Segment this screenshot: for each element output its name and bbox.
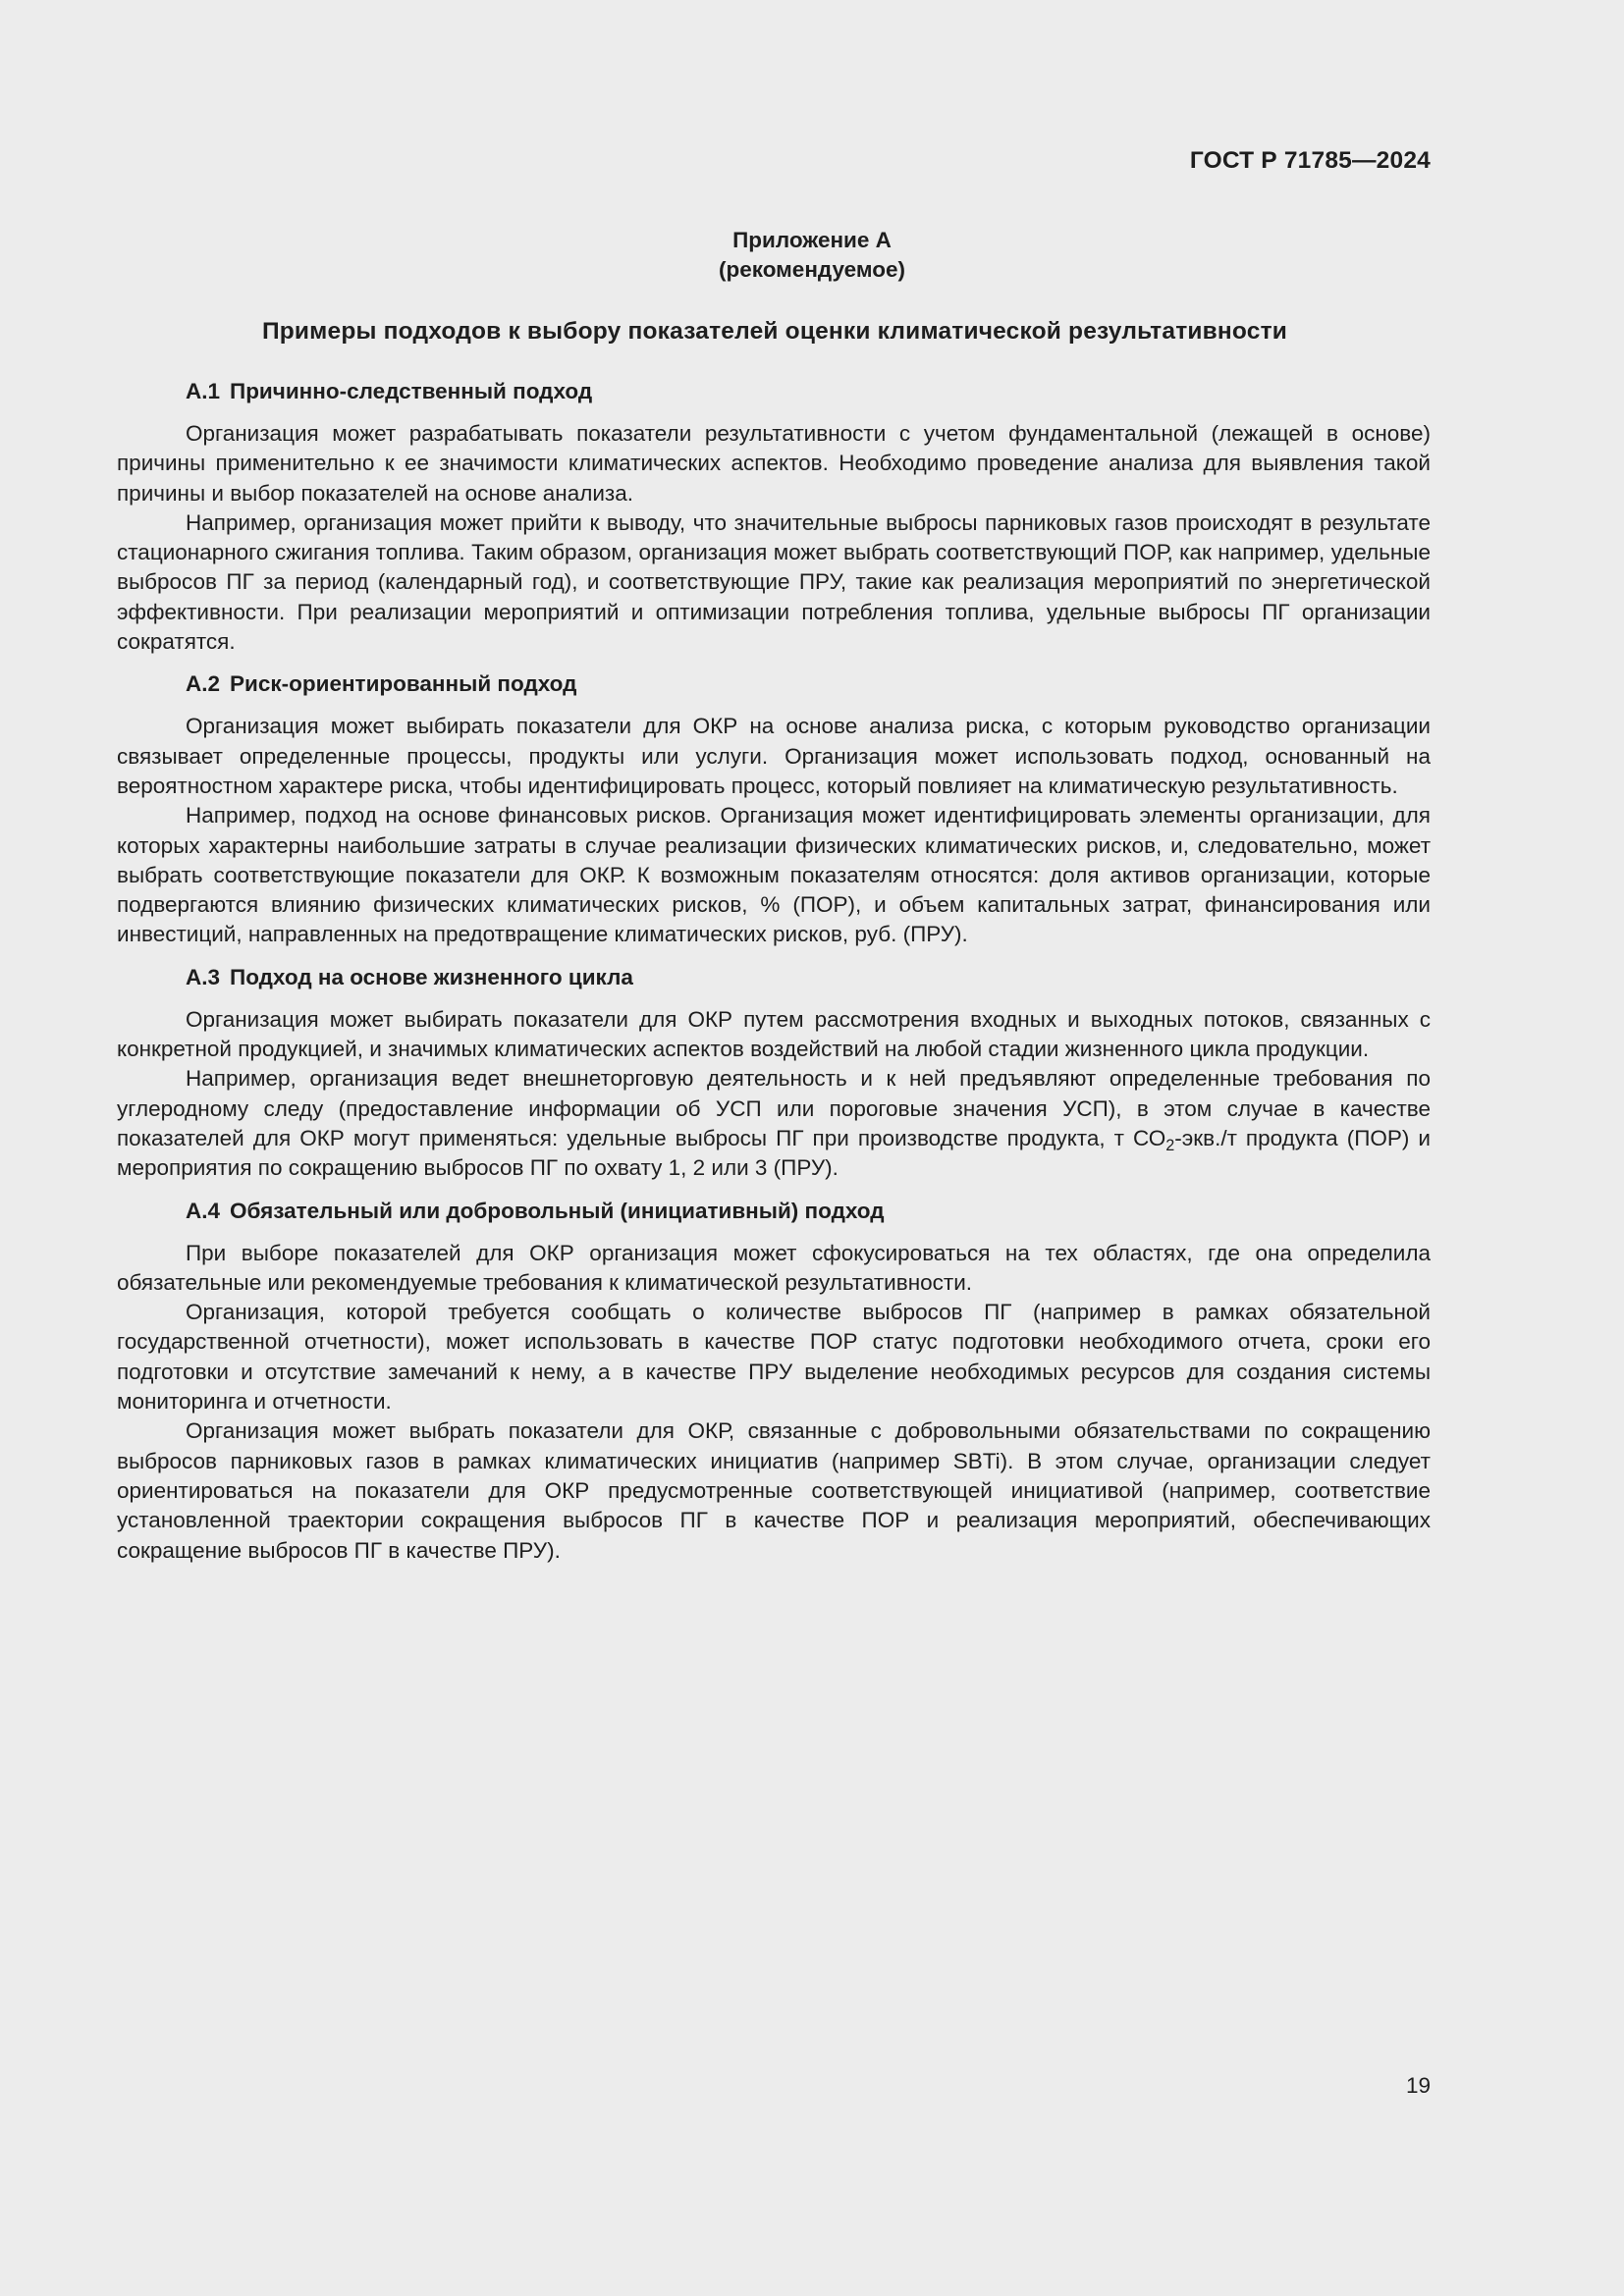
paragraph: Организация может выбирать показатели для ОКР на основе анализа риска, с которым руководство организации связывает определенные процессы, продукты или услуги. Организация может использовать подход, основанный на вероятностном характере риска, чтобы идентифицировать процесс, который повлияет на климатическую результативность. — [117, 714, 1431, 798]
appendix-heading — [0, 226, 1624, 285]
section-a1 — [117, 377, 1431, 657]
paragraph: Организация может выбрать показатели для ОКР, связанные с добровольными обязательствами по сокращению выбросов парниковых газов в рамках климатических инициатив (например SBTi). В этом случае, организации следует ориентироваться на показатели для ОКР предусмотренные соответствующей инициативой (например, соответствие установленной траектории сокращения выбросов ПГ в качестве ПОР и реализация мероприятий, обеспечивающих сокращение выбросов ПГ в качестве ПРУ). — [117, 1418, 1431, 1563]
paragraph — [117, 1064, 1431, 1183]
section-number: А.1 — [186, 379, 221, 403]
section-number: А.2 — [186, 671, 221, 697]
document-body — [117, 377, 1431, 1578]
section-title: Риск-ориентированный подход — [230, 671, 577, 697]
section-heading — [117, 963, 1431, 992]
paragraph: Например, подход на основе финансовых рисков. Организация может идентифицировать элементы организации, для которых характерны наибольшие затраты в случае реализации физических климатических рисков, и, следовательно, может выбрать соответствующие показатели для ОКР. К возможным показателям относятся: доля активов организации, которые подвергаются влиянию физических климатических рисков, % (ПОР), и объем капитальных затрат, финансирования или инвестиций, направленных на предотвращение климатических рисков, руб. (ПРУ). — [117, 803, 1431, 947]
paragraph-text-tail: -экв./т продукта (ПОР) и мероприятия по сокращению выбросов ПГ по охвату 1, 2 или 3 (ПРУ). — [117, 1125, 1431, 1181]
paragraph: Организация может разрабатывать показатели результативности с учетом фундаментальной (лежащей в основе) причины применительно к ее значимости климатических аспектов. Необходимо проведение анализа для выявления такой причины и выбор показателей на основе анализа. — [117, 421, 1431, 506]
section-heading — [117, 1197, 1431, 1226]
section-title: Обязательный или добровольный (инициативный) подход — [230, 1198, 885, 1223]
paragraph: Организация, которой требуется сообщать о количестве выбросов ПГ (например в рамках обязательной государственной отчетности), может использовать в качестве ПОР статус подготовки необходимого отчета, сроки его подготовки и отсутствие замечаний к нему, а в качестве ПРУ выделение необходимых ресурсов для создания системы мониторинга и отчетности. — [117, 1300, 1431, 1415]
section-heading — [117, 377, 1431, 406]
section-title: Подход на основе жизненного цикла — [230, 964, 633, 989]
section-heading — [117, 669, 1431, 699]
section-title: Причинно-следственный подход — [230, 379, 593, 403]
appendix-status: (рекомендуемое) — [719, 257, 905, 282]
section-number: А.3 — [186, 964, 221, 989]
page-number: 19 — [1405, 2073, 1431, 2098]
section-a3 — [117, 963, 1431, 1184]
appendix-title: Примеры подходов к выбору показателей оценки климатической результативности — [261, 318, 1288, 345]
document-id: ГОСТ Р 71785—2024 — [1189, 147, 1431, 174]
subscript: 2 — [1165, 1136, 1175, 1154]
section-number: А.4 — [186, 1198, 221, 1223]
appendix-label: Приложение А — [732, 228, 892, 252]
section-a4 — [117, 1197, 1431, 1566]
paragraph: Например, организация может прийти к выводу, что значительные выбросы парниковых газов происходят в результате стационарного сжигания топлива. Таким образом, организация может выбрать соответствующий ПОР, как например, удельные выбросов ПГ за период (календарный год), и соответствующие ПРУ, такие как реализация мероприятий по энергетической эффективности. При реализации мероприятий и оптимизации потребления топлива, удельные выбросы ПГ организации сократятся. — [117, 509, 1431, 655]
paragraph: Организация может выбирать показатели для ОКР путем рассмотрения входных и выходных потоков, связанных с конкретной продукцией, и значимых климатических аспектов воздействий на любой стадии жизненного цикла продукции. — [117, 1006, 1431, 1062]
paragraph: При выборе показателей для ОКР организация может сфокусироваться на тех областях, где она определила обязательные или рекомендуемые требования к климатической результативности. — [117, 1240, 1431, 1295]
paragraph-text: Например, организация ведет внешнеторговую деятельность и к ней предъявляют определенные требования по углеродному следу (предоставление информации об УСП или пороговые значения УСП), в этом случае в качестве показателей для ОКР могут применяться: удельные выбросы ПГ при производстве продукта, т СО — [117, 1066, 1431, 1150]
section-a2 — [117, 669, 1431, 949]
